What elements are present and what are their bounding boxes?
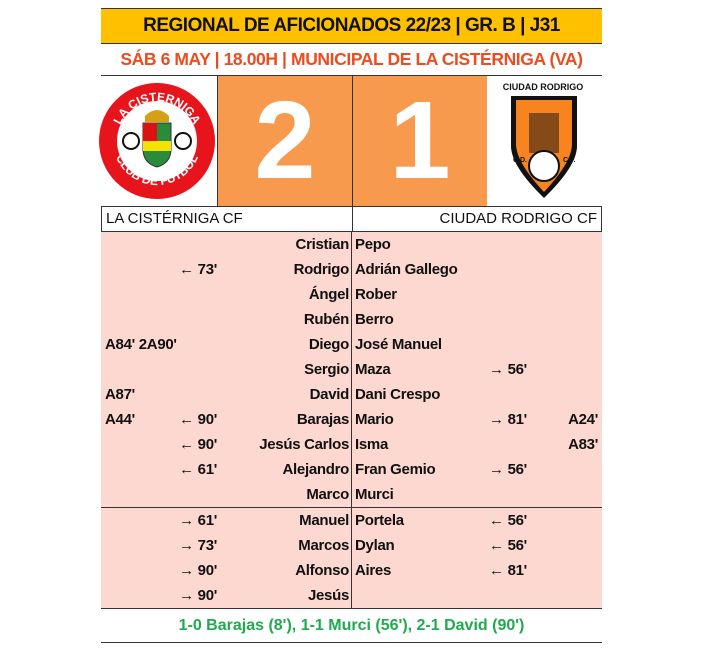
home-card: A84' 2A90' (105, 336, 177, 353)
home-sub-time: ← 73' (179, 261, 217, 278)
away-player: Dani Crespo (355, 386, 441, 403)
svg-text:CIUDAD RODRIGO: CIUDAD RODRIGO (502, 82, 584, 92)
goal-summary: 1-0 Barajas (8'), 1-1 Murci (56'), 2-1 David (90') (101, 608, 602, 643)
home-player: Sergio (304, 361, 349, 378)
home-player: Jesús Carlos (259, 436, 349, 453)
team-names-row (101, 206, 602, 232)
home-team-logo (95, 78, 211, 204)
home-team-name: LA CISTÉRNIGA CF (106, 210, 243, 227)
lineup-row (101, 382, 602, 407)
away-sub-time: → 56' (489, 361, 527, 378)
away-player: Mario (355, 411, 394, 428)
svg-text:CLUB DE FUTBOL: CLUB DE FUTBOL (113, 152, 201, 189)
lineup-row (101, 357, 602, 382)
home-player: Marcos (298, 537, 349, 554)
home-player: Alfonso (295, 562, 349, 579)
home-card: A44' (105, 411, 135, 428)
home-player: Barajas (296, 411, 349, 428)
lineup-row (101, 533, 602, 558)
svg-text:C.D.: C.D. (513, 157, 527, 164)
away-player: Isma (355, 436, 388, 453)
home-sub-time: → 73' (179, 537, 217, 554)
home-player: Rubén (303, 311, 349, 328)
lineup-row (101, 432, 602, 457)
match-card (101, 8, 602, 643)
svg-text:C.F.: C.F. (563, 157, 576, 164)
away-sub-time: ← 56' (489, 537, 527, 554)
lineup-row (101, 332, 602, 357)
away-sub-time: ← 81' (489, 562, 527, 579)
away-player: Rober (355, 286, 397, 303)
away-sub-time: ← 56' (489, 512, 527, 529)
away-score: 1 (352, 76, 487, 206)
away-player: Adrián Gallego (355, 261, 458, 278)
home-player: Alejandro (282, 461, 349, 478)
competition-title: REGIONAL DE AFICIONADOS 22/23 | GR. B | J31 (101, 8, 602, 44)
away-player: Murci (355, 486, 394, 503)
away-player: Pepo (355, 236, 391, 253)
away-sub-time: → 56' (489, 461, 527, 478)
substitutes (101, 507, 602, 608)
home-sub-time: ← 90' (179, 411, 217, 428)
lineup-row (101, 482, 602, 507)
away-player: Maza (355, 361, 391, 378)
home-player: Cristian (295, 236, 349, 253)
lineup-row (101, 257, 602, 282)
away-player: Aires (355, 562, 392, 579)
home-player: Manuel (299, 512, 349, 529)
away-team-logo (489, 78, 605, 204)
home-card: A87' (105, 386, 135, 403)
away-card: A24' (568, 411, 598, 428)
scoreboard (101, 76, 602, 206)
match-info: SÁB 6 MAY | 18.00H | MUNICIPAL DE LA CISTÉRNIGA (VA) (101, 44, 602, 76)
divider (352, 207, 353, 231)
home-sub-time: ← 90' (179, 436, 217, 453)
away-player: Dylan (355, 537, 395, 554)
lineup-row (101, 407, 602, 432)
away-player: Portela (355, 512, 404, 529)
lineup-row (101, 307, 602, 332)
home-player: Rodrigo (293, 261, 349, 278)
home-sub-time: → 90' (179, 587, 217, 604)
away-player: José Manuel (355, 336, 442, 353)
svg-text:LA CISTERNIGA: LA CISTERNIGA (110, 89, 204, 127)
home-player: David (309, 386, 349, 403)
away-sub-time: → 81' (489, 411, 527, 428)
away-card: A83' (568, 436, 598, 453)
home-sub-time: ← 61' (179, 461, 217, 478)
lineup-row (101, 282, 602, 307)
lineup-row (101, 508, 602, 533)
home-sub-time: → 61' (179, 512, 217, 529)
away-team-name: CIUDAD RODRIGO CF (439, 210, 597, 227)
away-player: Berro (355, 311, 394, 328)
home-score: 2 (217, 76, 352, 206)
lineup-row (101, 232, 602, 257)
home-player: Diego (308, 336, 349, 353)
home-sub-time: → 90' (179, 562, 217, 579)
starting-lineups (101, 232, 602, 507)
lineup-row (101, 558, 602, 583)
home-player: Marco (306, 486, 349, 503)
home-player: Jesús (307, 587, 349, 604)
lineup-row (101, 583, 602, 608)
home-player: Ángel (308, 286, 349, 303)
lineup-row (101, 457, 602, 482)
away-player: Fran Gemio (355, 461, 436, 478)
